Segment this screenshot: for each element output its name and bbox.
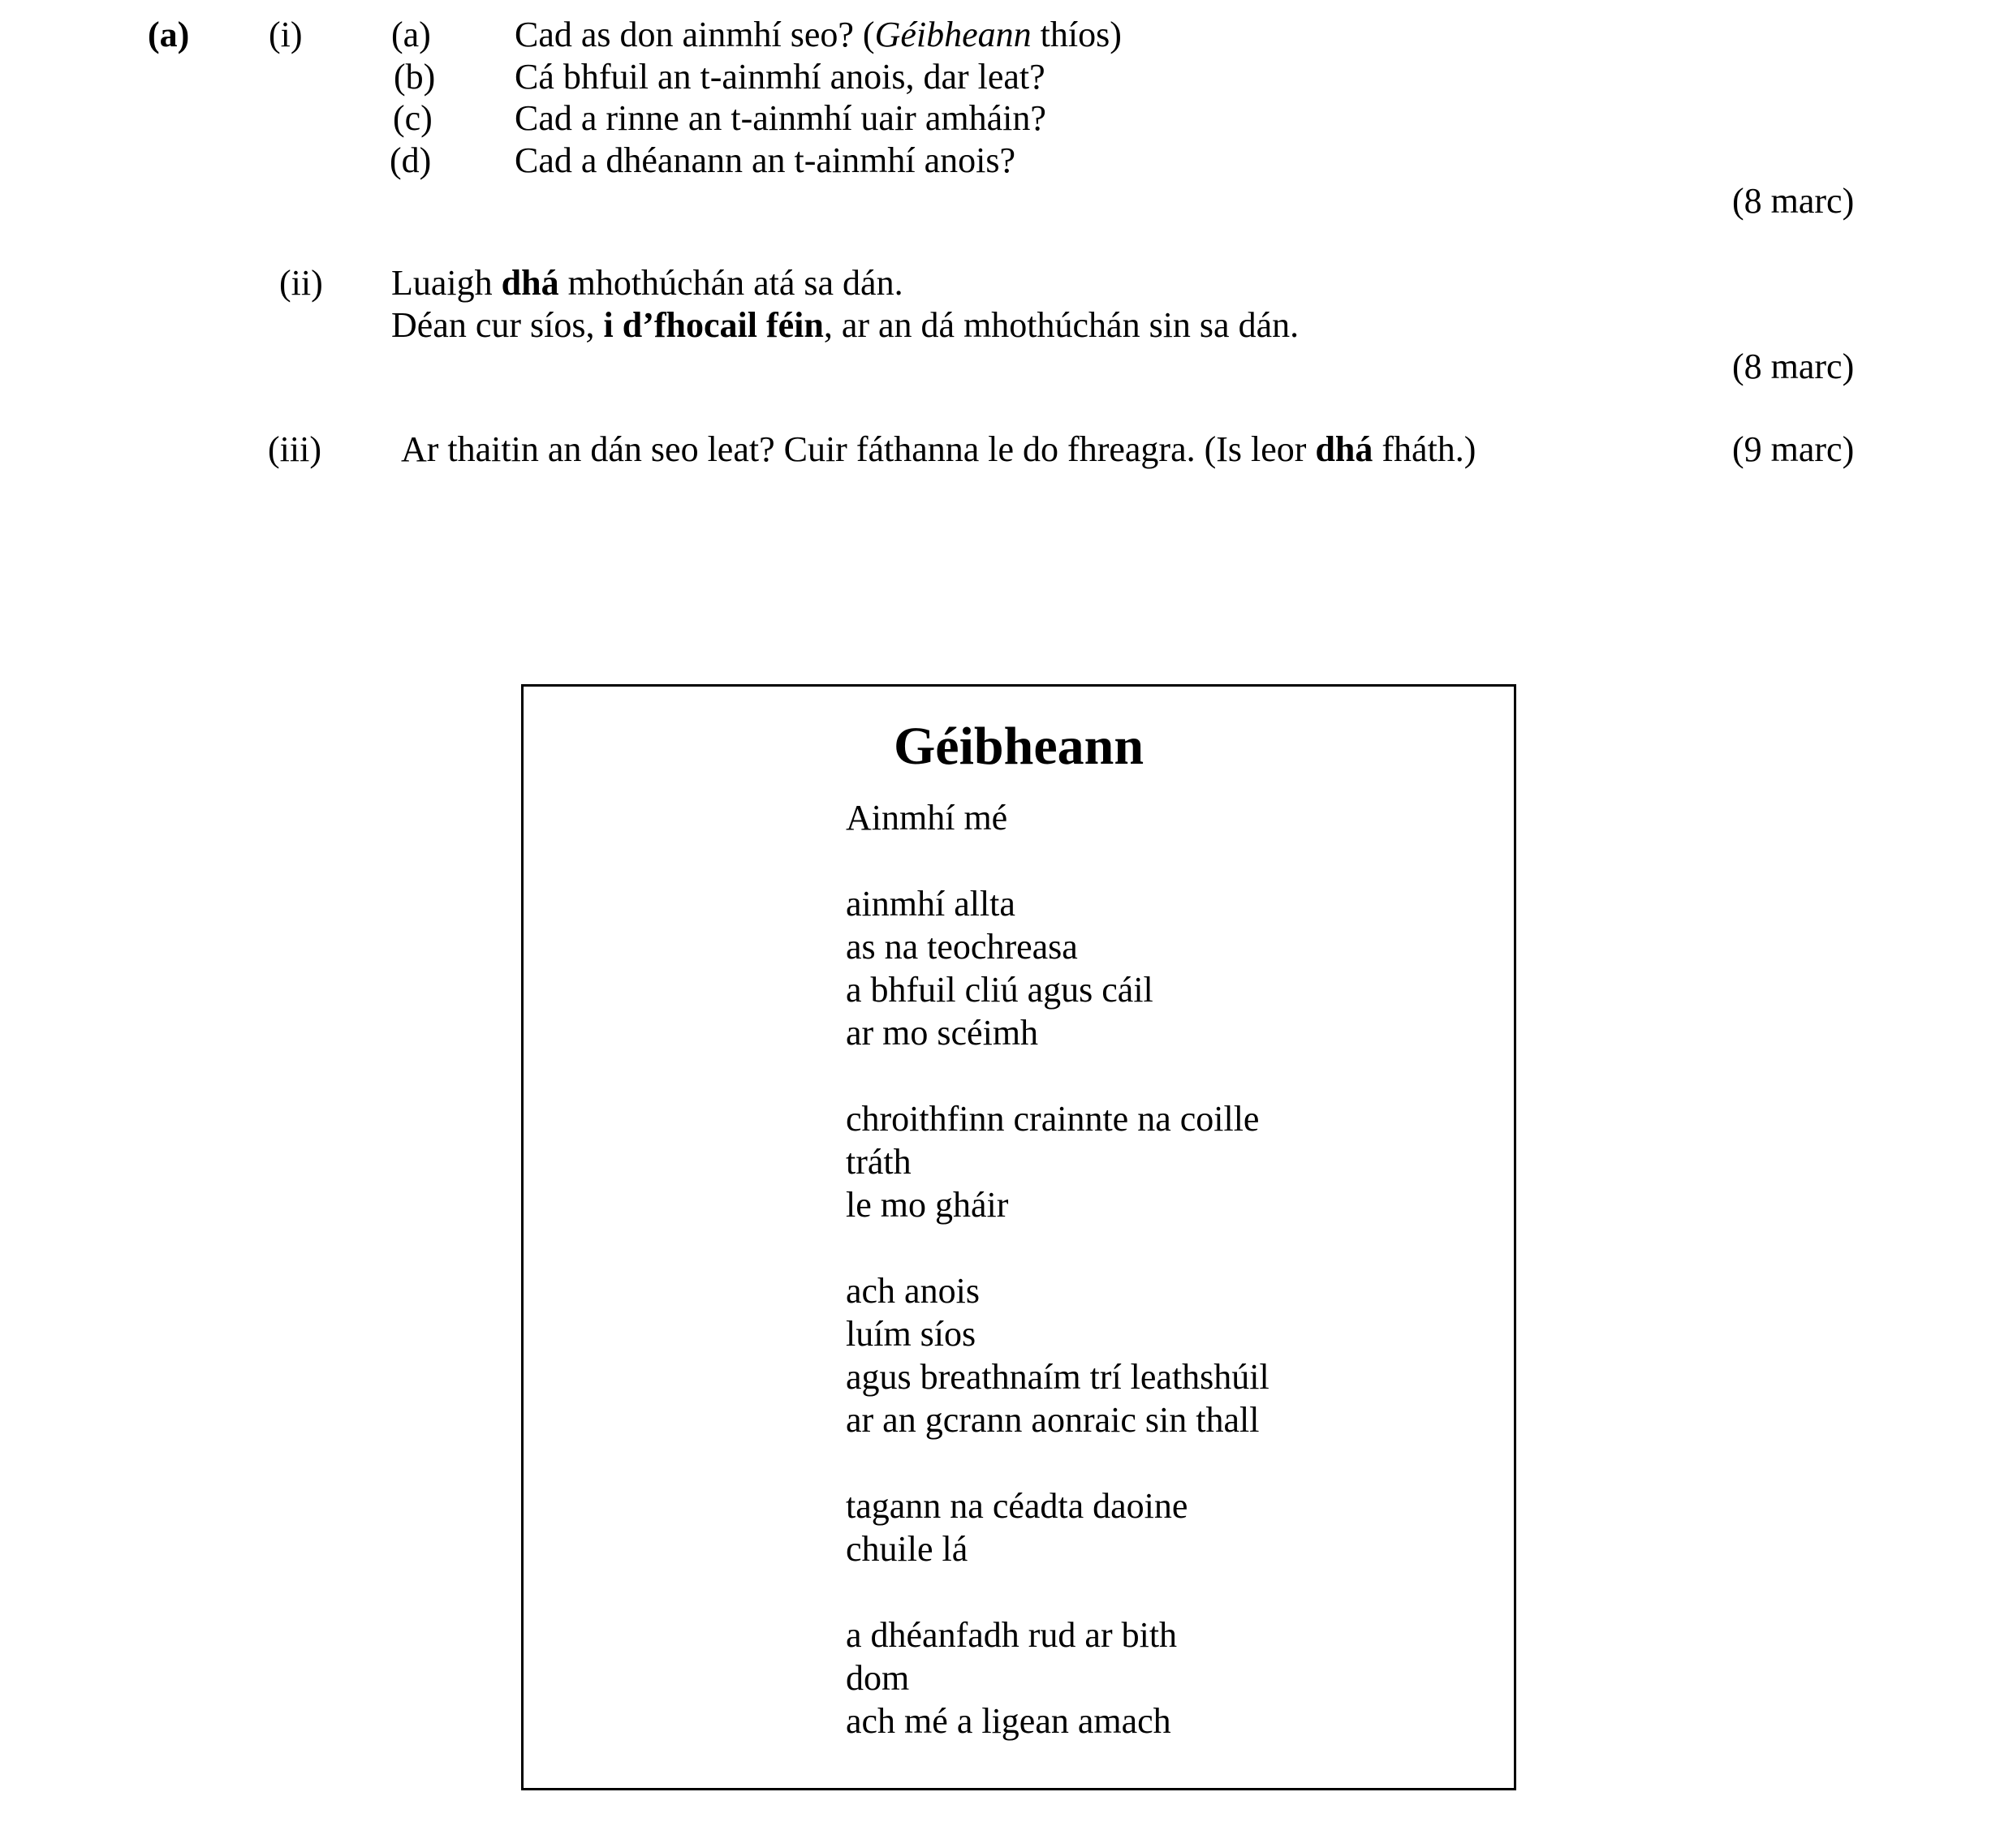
poem-line: Ainmhí mé [846,798,1008,838]
poem-body [846,796,1269,1742]
sub-c-label: (c) [393,98,433,138]
poem-line: as na teochreasa [846,927,1078,967]
part-iii-label: (iii) [268,429,321,469]
part-i-label: (i) [269,15,303,54]
part-iii-question: Ar thaitin an dán seo leat? Cuir fáthanna le do fhreagra. (Is leor dhá fháth.) [401,429,1476,469]
part-i-marks: (8 marc) [1732,181,1855,221]
sub-b-label: (b) [394,57,436,97]
poem-line: le mo gháir [846,1185,1009,1225]
poem-line: ar mo scéimh [846,1013,1039,1053]
poem-line: ar an gcrann aonraic sin thall [846,1400,1260,1440]
poem-line: ainmhí allta [846,884,1015,924]
poem-line: a bhfuil cliú agus cáil [846,970,1153,1010]
poem-line: chuile lá [846,1529,968,1569]
sub-a-question: Cad as don ainmhí seo? (Géibheann thíos) [515,15,1122,54]
question-label: (a) [148,15,190,54]
part-ii-line1: Luaigh dhá mhothúchán atá sa dán. [391,263,903,303]
sub-a-label: (a) [391,15,431,54]
poem-line: a dhéanfadh rud ar bith [846,1615,1178,1655]
poem-line: tráth [846,1142,912,1182]
poem-stanza [846,1269,1269,1441]
part-ii-label: (ii) [279,263,323,303]
poem-line: ach anois [846,1271,980,1311]
poem-line: chroithfinn crainnte na coille [846,1099,1260,1139]
part-ii-line2: Déan cur síos, i d’fhocail féin, ar an dá mhothúchán sin sa dán. [391,305,1300,345]
sub-c-question: Cad a rinne an t-ainmhí uair amháin? [515,98,1046,138]
sub-d-question: Cad a dhéanann an t-ainmhí anois? [515,140,1016,180]
poem-line: tagann na céadta daoine [846,1486,1188,1526]
sub-b-question: Cá bhfuil an t-ainmhí anois, dar leat? [515,57,1045,97]
part-ii-marks: (8 marc) [1732,347,1855,386]
poem-line: luím síos [846,1314,976,1354]
poem-line: dom [846,1658,910,1698]
poem-stanza [846,1613,1269,1742]
poem-stanza [846,1097,1269,1226]
sub-d-label: (d) [390,140,432,180]
poem-box [521,684,1516,1790]
poem-title: Géibheann [893,717,1144,776]
part-iii-marks: (9 marc) [1732,429,1855,469]
poem-line: ach mé a ligean amach [846,1701,1171,1741]
poem-stanza [846,1484,1269,1570]
poem-line: agus breathnaím trí leathshúil [846,1357,1269,1397]
poem-stanza [846,882,1269,1054]
poem-stanza [846,796,1269,839]
